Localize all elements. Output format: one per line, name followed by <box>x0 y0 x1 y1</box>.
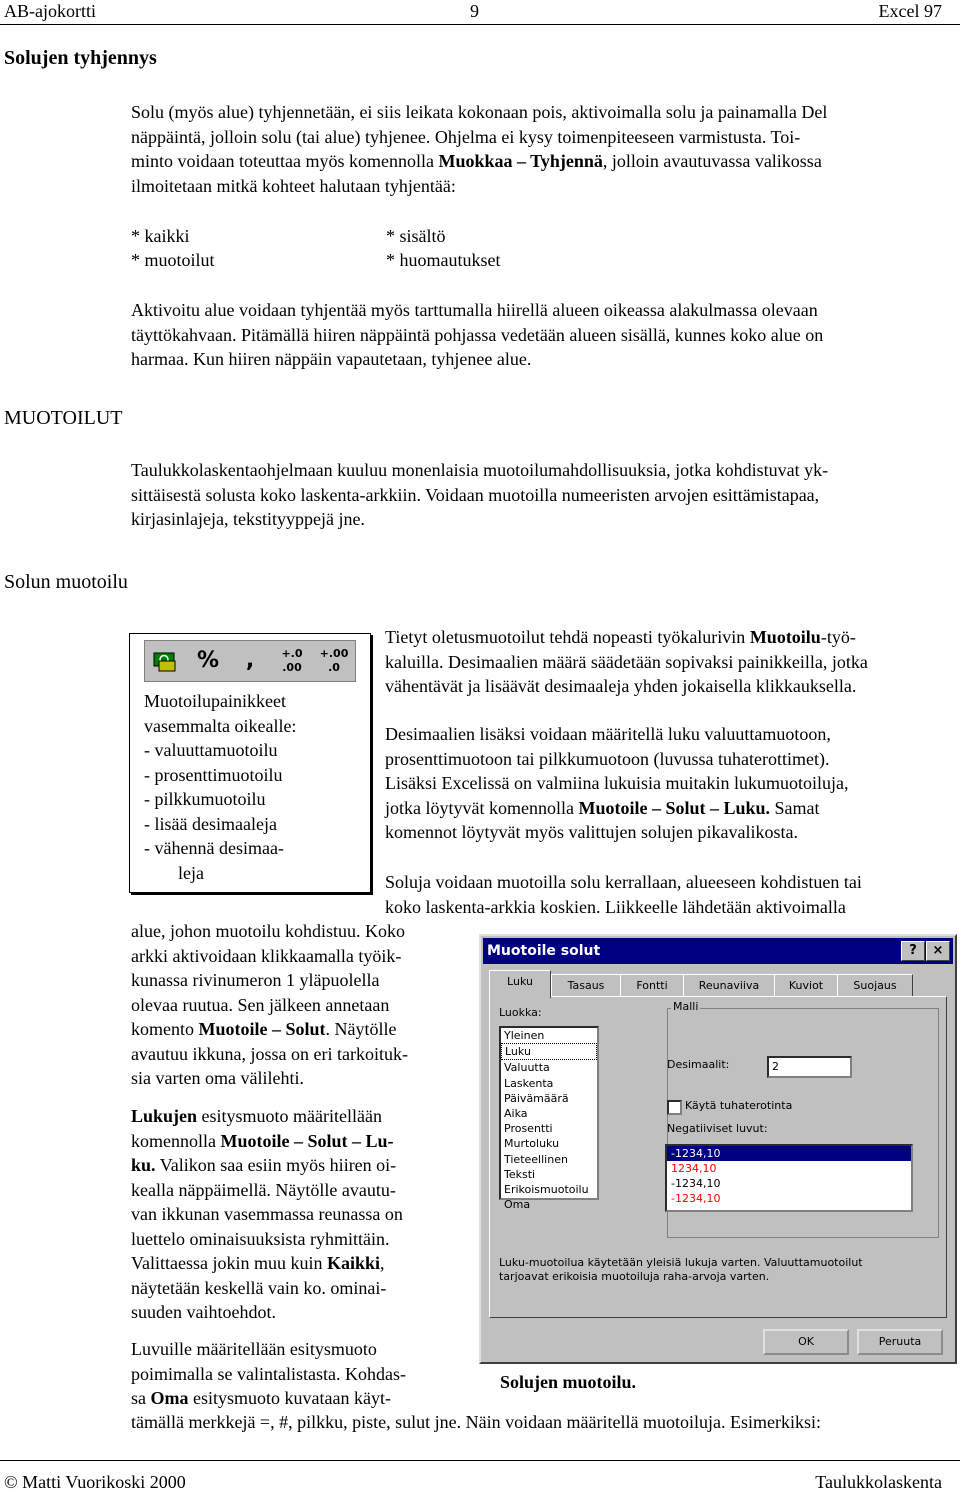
dialog-title: Muotoile solut <box>483 938 953 964</box>
section2-paragraph: Taulukkolaskentaohjelmaan kuuluu monenlaisia muotoilumahdollisuuksia, jotka kohdistuvat yk- sittäisestä solusta koko laskenta-arkkiin. Voidaan muotoilla numeeristen arvojen esittämistapaa, kirjasinlajeja, tekstityyppejä jne. <box>131 460 829 529</box>
decimals-label: Desimaalit: <box>667 1058 730 1071</box>
decrease-decimal-button[interactable] <box>315 647 353 675</box>
sample-group-label: Malli <box>673 1000 699 1013</box>
heading-muotoilut: MUOTOILUT <box>4 407 123 429</box>
tab-luku[interactable]: Luku <box>489 970 551 998</box>
left-column-text-2: Lukujen esitysmuoto määritellään komennolla Muotoile – Solut – Lu- ku. Valikon saa esiin myös hiiren oi- kealla näppäimellä. Näytölle avautu- van ikkunan vasemmassa reunassa on luettelo ominaisuuksista ryhmittäin. Valittaessa jokin muu kuin Kaikki, näytetään keskellä vain ko. ominai- suuden vaihtoehdot. <box>131 1106 403 1322</box>
header-right: Excel 97 <box>878 1 942 21</box>
figure-caption: Solujen muotoilu. <box>500 1372 637 1392</box>
list-item[interactable]: Oma <box>504 1198 531 1212</box>
increase-decimal-icon: +.0 .00 <box>281 647 303 674</box>
toolbar-figure <box>129 633 371 893</box>
negative-option-selected[interactable]: -1234,10 <box>667 1146 911 1161</box>
list-item-selected[interactable]: Luku <box>501 1043 597 1060</box>
negative-numbers-list[interactable] <box>665 1144 913 1212</box>
option-sisalto: * sisältö <box>386 226 446 246</box>
currency-icon <box>151 647 181 675</box>
thousands-checkbox[interactable] <box>667 1100 682 1115</box>
tab-suojaus[interactable]: Suojaus <box>837 974 913 997</box>
option-huomautukset: * huomautukset <box>386 250 501 270</box>
thousands-label: Käytä tuhaterotinta <box>685 1099 793 1112</box>
format-cells-dialog <box>479 934 957 1364</box>
tab-kuviot[interactable]: Kuviot <box>774 974 838 997</box>
category-list[interactable] <box>499 1026 599 1212</box>
right-column-text-3: Soluja voidaan muotoilla solu kerrallaan, alueeseen kohdistuen tai koko laskenta-arkkia koskien. Liikkeelle lähdetään aktivoimalla <box>385 872 862 917</box>
formatting-toolbar <box>144 640 356 682</box>
decrease-decimal-icon: +.00 .0 <box>319 647 349 674</box>
ok-button[interactable]: OK <box>763 1329 849 1355</box>
right-column-text-2: Desimaalien lisäksi voidaan määritellä luku valuuttamuotoon, prosenttimuotoon tai pilkkumuotoon (luvussa tuhaterottimet). Lisäksi Excelissä on valmiina lukuisia muitakin lukumuotoiluja, jotka löytyvät komennolla Muotoile – Solut – Luku. Samat komennot löytyvät myös valittujen solujen pikavalikosta. <box>385 724 849 842</box>
heading-solujen-tyhjennys: Solujen tyhjennys <box>4 47 157 69</box>
footer-rule <box>0 1460 960 1461</box>
closing-line: tämällä merkkejä =, #, pilkku, piste, sulut jne. Näin voidaan määritellä muotoiluja. Esimerkiksi: <box>131 1412 821 1432</box>
decimals-input[interactable]: 2 <box>767 1056 852 1078</box>
list-item[interactable]: Murtoluku <box>504 1137 560 1151</box>
list-item[interactable]: Aika <box>504 1106 528 1120</box>
category-label: Luokka: <box>499 1006 542 1019</box>
header-rule <box>0 24 960 25</box>
help-button[interactable]: ? <box>901 941 925 961</box>
footer-left: © Matti Vuorikoski 2000 <box>4 1472 186 1492</box>
cancel-button[interactable]: Peruuta <box>857 1329 943 1355</box>
section1-paragraph2: Aktivoitu alue voidaan tyhjentää myös tarttumalla hiirellä alueen oikeassa alakulmassa olevaan täyttökahvaan. Pitämällä hiiren näppäintä pohjassa vedetään alueen sisällä, kunnes koko alue on harmaa. Kun hiiren näppäin vapautetaan, tyhjenee alue. <box>131 300 824 369</box>
format-description: Luku-muotoilua käytetään yleisiä lukuja varten. Valuuttamuotoilut tarjoavat erikoisia muotoiluja raha-arvoja varten. <box>499 1256 863 1283</box>
negative-label: Negatiiviset luvut: <box>667 1122 768 1135</box>
list-item[interactable]: Päivämäärä <box>504 1091 569 1105</box>
tab-fontti[interactable]: Fontti <box>620 974 684 997</box>
section1-paragraph1: Solu (myös alue) tyhjennetään, ei siis leikata kokonaan pois, aktivoimalla solu ja painamalla Del näppäintä, jolloin solu (tai alue) tyhjenee. Ohjelma ei kysy toimenpiteeseen varmistusta. Toi- minto voidaan toteuttaa myös komennolla Muokkaa – Tyhjennä, jolloin avautuvassa valikossa ilmoitetaan mitkä kohteet halutaan tyhjentää: <box>131 102 828 196</box>
list-item[interactable]: Laskenta <box>504 1076 554 1090</box>
option-kaikki: * kaikki <box>131 226 190 246</box>
list-item[interactable]: Teksti <box>504 1167 536 1181</box>
list-item[interactable]: Erikoismuotoilu <box>504 1182 589 1196</box>
tab-reunaviiva[interactable]: Reunaviiva <box>683 974 775 997</box>
percent-button[interactable]: % <box>196 648 220 673</box>
list-item[interactable]: Tieteellinen <box>504 1152 568 1166</box>
negative-option[interactable]: 1234,10 <box>671 1162 717 1175</box>
currency-button[interactable] <box>147 647 185 675</box>
tab-tasaus[interactable]: Tasaus <box>551 974 621 997</box>
negative-option[interactable]: -1234,10 <box>671 1192 721 1205</box>
option-muotoilut: * muotoilut <box>131 250 215 270</box>
list-item[interactable]: Yleinen <box>504 1029 545 1042</box>
left-column-text-3: Luvuille määritellään esitysmuoto poimimalla se valintalistasta. Kohdas- sa Oma esitysmuoto kuvataan käyt- <box>131 1339 406 1408</box>
heading-solun-muotoilu: Solun muotoilu <box>4 571 128 593</box>
toolbar-caption: Muotoilupainikkeet vasemmalta oikealle: - valuuttamuotoilu - prosenttimuotoilu - pilkkumuotoilu - lisää desimaaleja - vähennä desimaa- leja <box>144 691 297 883</box>
close-button[interactable]: × <box>926 941 950 961</box>
increase-decimal-button[interactable] <box>273 647 311 675</box>
right-column-text-1: Tietyt oletusmuotoilut tehdä nopeasti työkalurivin Muotoilu-työ- kaluilla. Desimaalien määrä säädetään sopivaksi painikkeilla, jotka vähentävät ja lisäävät desimaaleja yhden jokaisella klikkauksella. <box>385 627 868 696</box>
list-item[interactable]: Prosentti <box>504 1122 553 1136</box>
left-column-text-1: alue, johon muotoilu kohdistuu. Koko arkki aktivoidaan klikkaamalla työik- kunassa rivinumeron 1 yläpuolella olevaa ruutua. Sen jälkeen annetaan komento Muotoile – Solut. Näytölle avautuu ikkuna, jossa on eri tarkoituk- sia varten oma välilehti. <box>131 921 408 1088</box>
comma-button[interactable]: , <box>245 648 255 673</box>
footer-right: Taulukkolaskenta <box>815 1472 942 1492</box>
negative-option[interactable]: -1234,10 <box>671 1177 721 1190</box>
page-number: 9 <box>470 1 479 21</box>
list-item[interactable]: Valuutta <box>504 1061 550 1075</box>
header-left: AB-ajokortti <box>4 1 96 21</box>
